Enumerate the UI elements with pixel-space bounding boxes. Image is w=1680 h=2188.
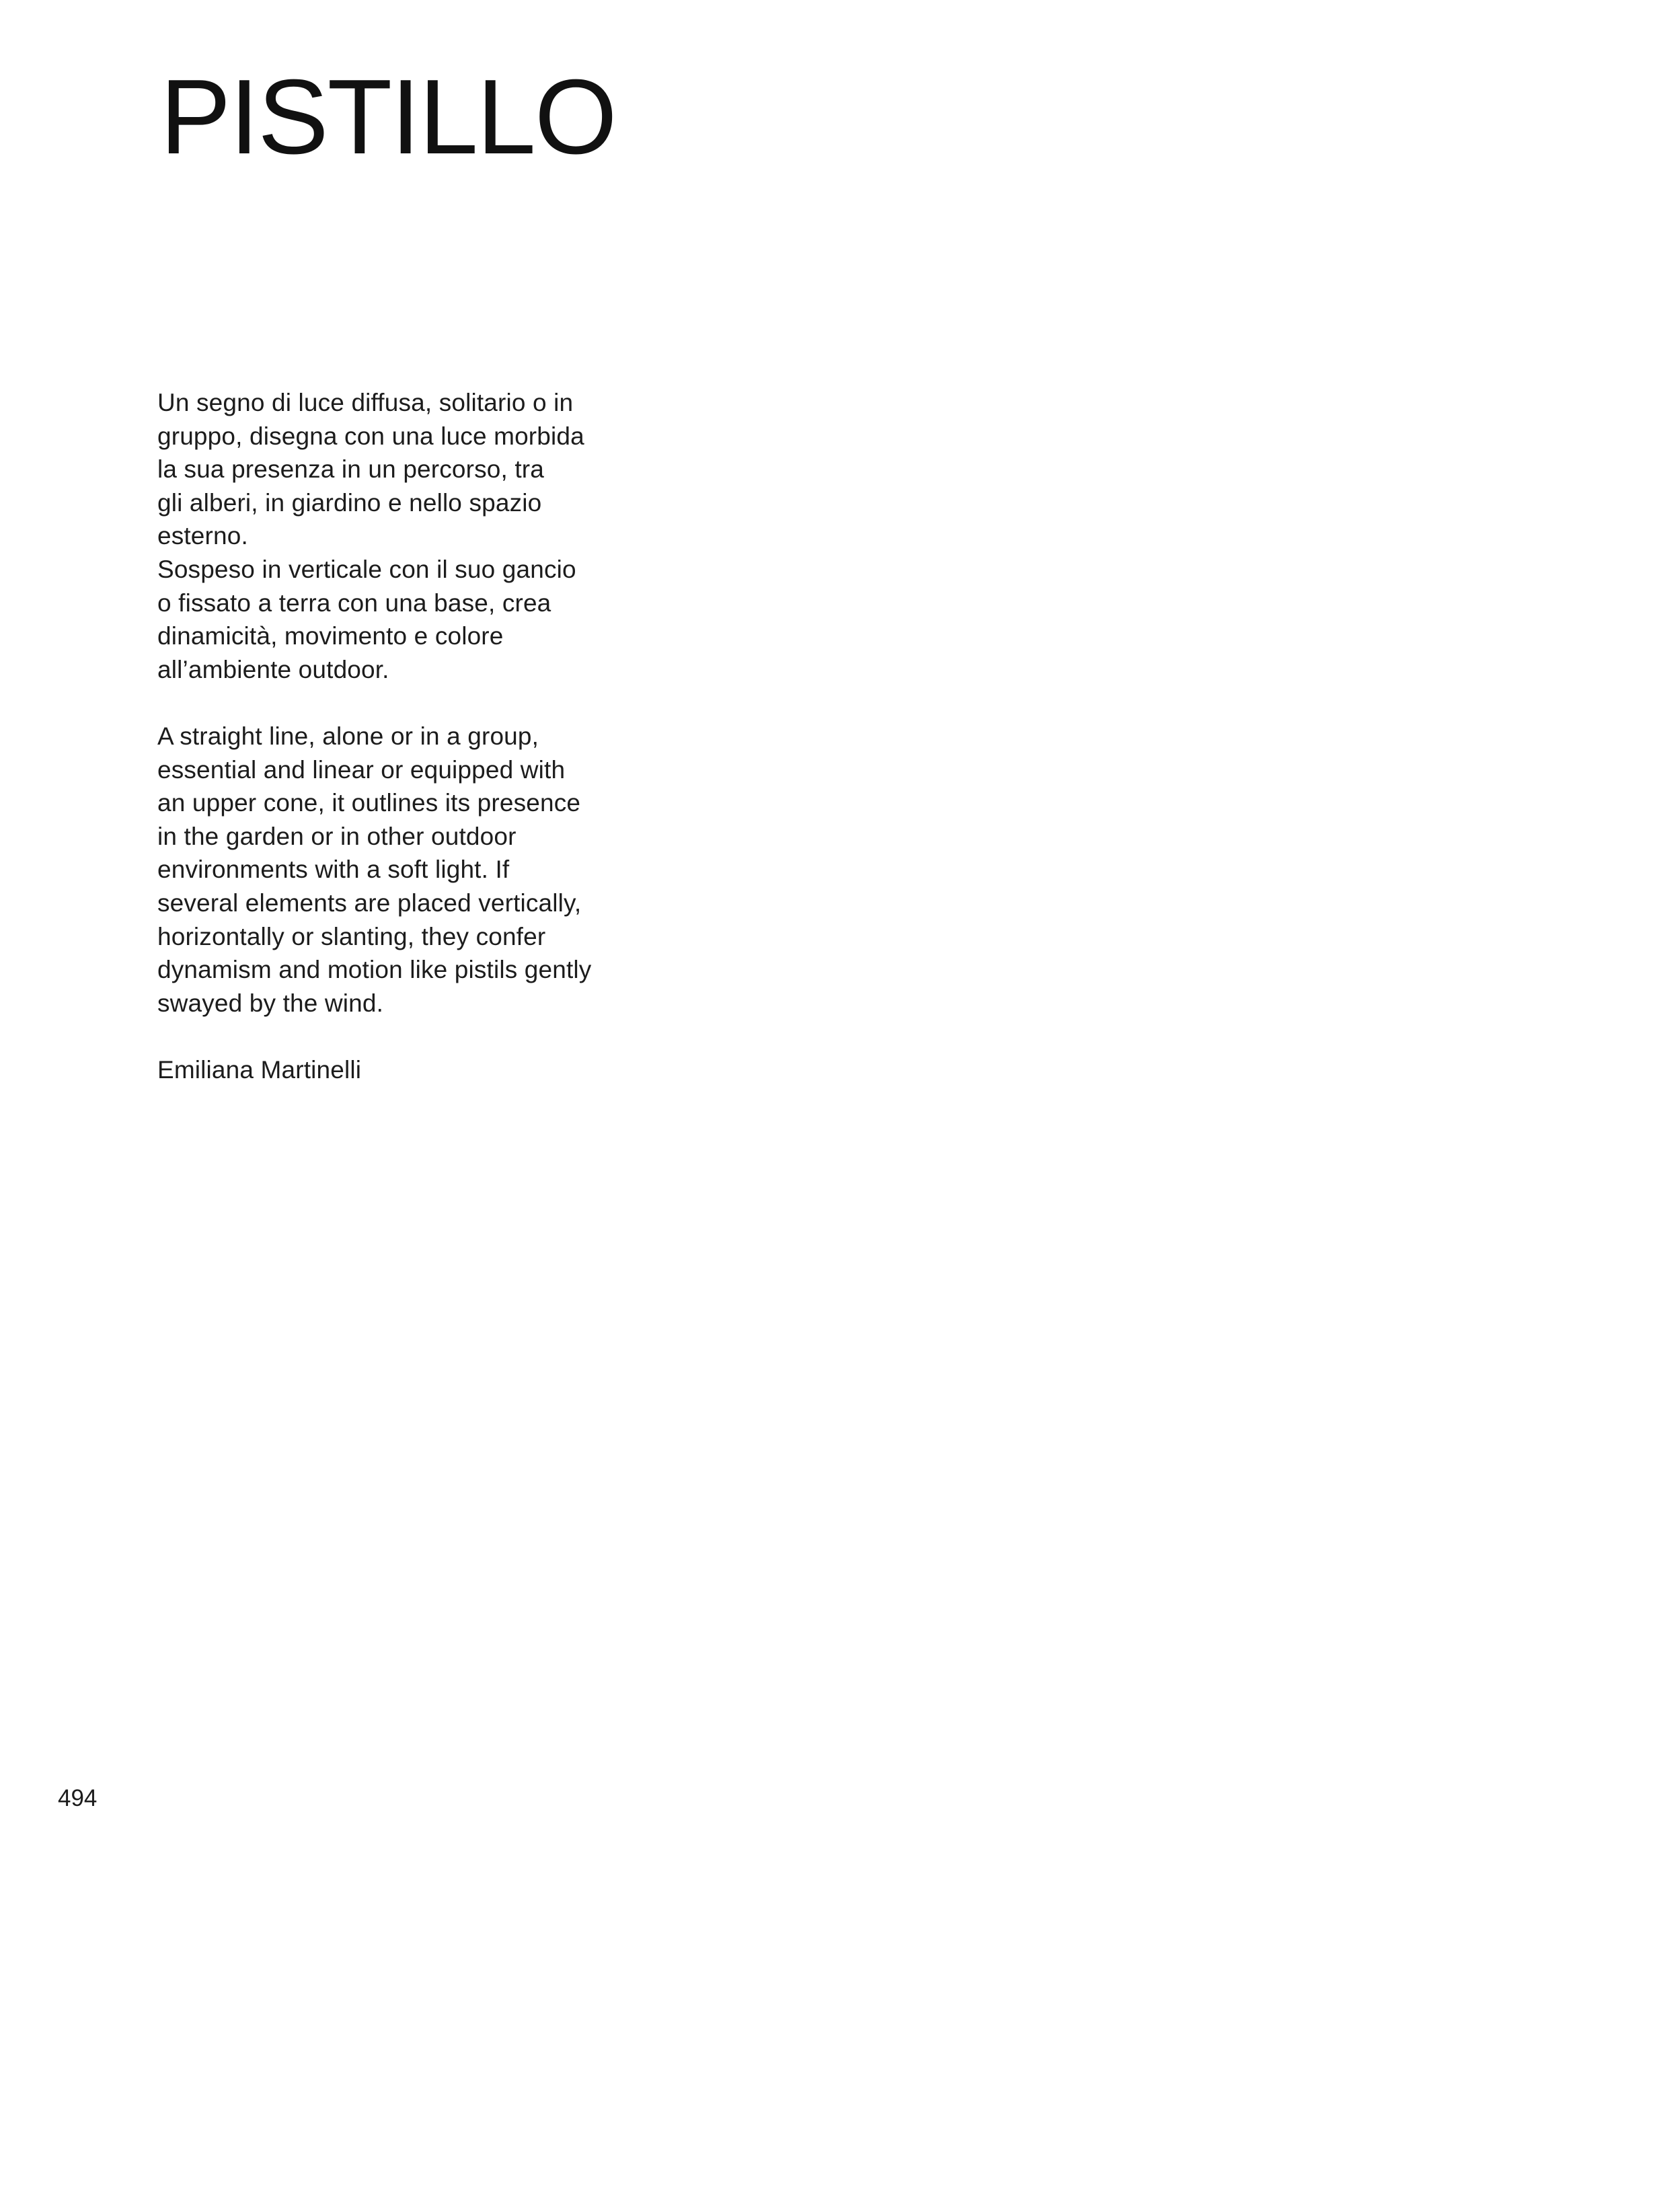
designer-name: Emiliana Martinelli	[157, 1055, 362, 1084]
description-english: A straight line, alone or in a group, essential and linear or equipped with an upper cone, it outlines its presence in the garden or in other outdoor environments with a soft light. If several elements are placed vertically, horizontally or slanting, they confer dynamism and motion like pistils gently swayed by the wind.	[157, 722, 592, 1017]
page-number: 494	[58, 1785, 98, 1811]
product-title: PISTILLO	[160, 58, 616, 176]
description-italian: Un segno di luce diffusa, solitario o in gruppo, disegna con una luce morbida la sua presenza in un percorso, tra gli alberi, in giardino e nello spazio esterno. Sospeso in verticale con il suo gancio o fissato a terra con una base, crea dinamicità, movimento e colore all’ambiente outdoor.	[157, 389, 584, 683]
description-column	[157, 386, 669, 1086]
